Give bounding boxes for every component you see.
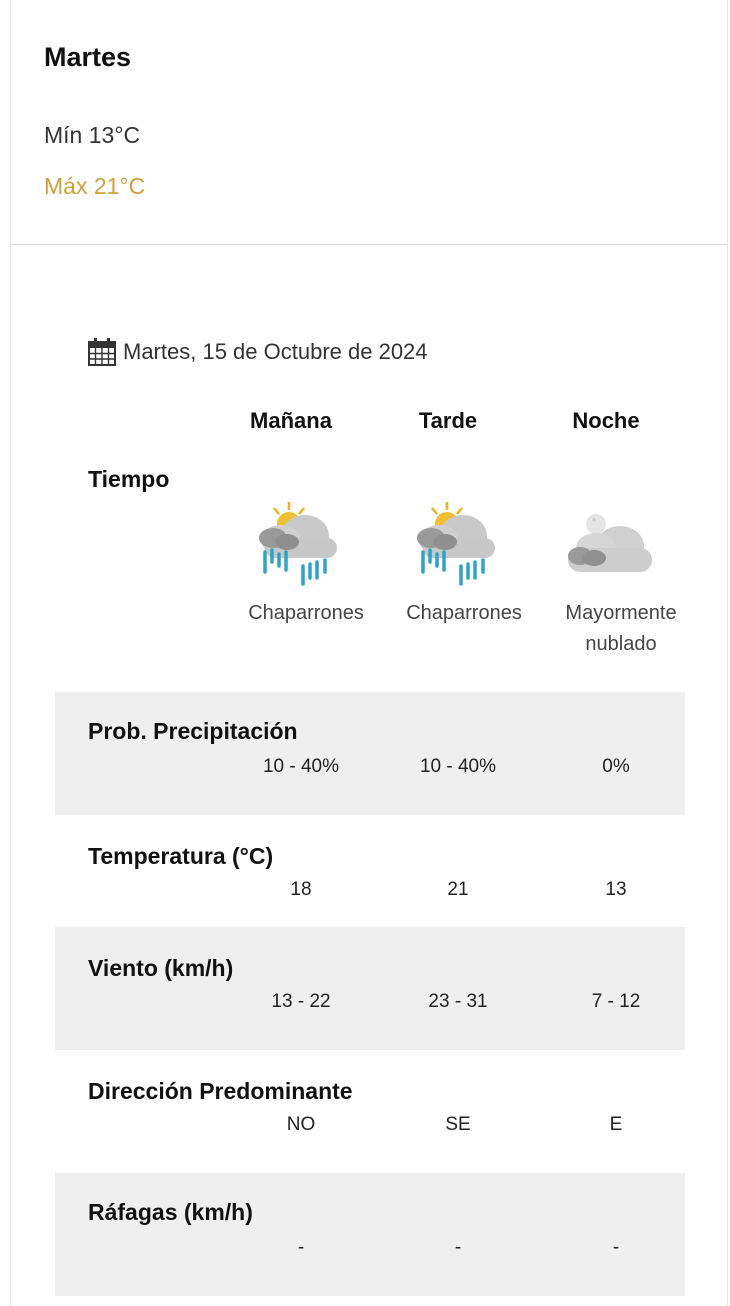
period-header-morning: Mañana (250, 408, 332, 433)
calendar-icon (87, 337, 117, 367)
wind-direction-night: E (609, 1114, 623, 1135)
temperature-night: 13 (605, 879, 627, 900)
temperature-row (55, 815, 685, 927)
precipitation-row (55, 692, 685, 815)
forecast-date-text: Martes, 15 de Octubre de 2024 (123, 339, 428, 364)
forecast-card (10, 0, 728, 1306)
temperature-morning: 18 (290, 879, 312, 900)
period-header-night: Noche (572, 408, 640, 433)
wind-direction-afternoon: SE (445, 1114, 471, 1135)
gusts-night: - (612, 1237, 620, 1258)
min-temperature: Mín 13°C (44, 122, 141, 148)
max-temperature: Máx 21°C (44, 173, 146, 199)
temperature-title: Temperatura (°C) (88, 843, 274, 869)
condition-afternoon (389, 598, 539, 629)
day-title: Martes (44, 42, 132, 72)
precipitation-morning: 10 - 40% (262, 756, 340, 777)
wind-afternoon: 23 - 31 (428, 991, 488, 1012)
svg-text:*: * (592, 517, 596, 526)
condition-morning-line1: Chaparrones (248, 602, 364, 624)
rain-showers-sun-icon (241, 498, 341, 588)
precipitation-afternoon: 10 - 40% (419, 756, 497, 777)
wind-direction-morning: NO (286, 1114, 316, 1135)
condition-night-line2: nublado (585, 633, 657, 655)
wind-night: 7 - 12 (591, 991, 641, 1012)
mostly-cloudy-night-icon (556, 498, 656, 588)
condition-afternoon-line1: Chaparrones (406, 602, 522, 624)
condition-night (546, 598, 696, 660)
condition-morning (231, 598, 381, 629)
temperature-afternoon: 21 (447, 879, 469, 900)
gusts-row (55, 1173, 685, 1296)
precipitation-night: 0% (602, 756, 630, 777)
period-header-afternoon: Tarde (418, 408, 478, 433)
condition-night-line1: Mayormente (565, 602, 677, 624)
rain-showers-sun-icon (399, 498, 499, 588)
gusts-afternoon: - (454, 1237, 462, 1258)
gusts-morning: - (297, 1237, 305, 1258)
wind-direction-row (55, 1050, 685, 1173)
wind-title: Viento (km/h) (88, 955, 234, 981)
forecast-date (87, 336, 428, 368)
gusts-title: Ráfagas (km/h) (88, 1199, 253, 1225)
wind-direction-title: Dirección Predominante (88, 1078, 353, 1104)
wind-morning: 13 - 22 (271, 991, 331, 1012)
day-summary[interactable] (11, 0, 727, 245)
weather-row-title: Tiempo (88, 466, 170, 492)
wind-row (55, 927, 685, 1050)
precipitation-title: Prob. Precipitación (88, 718, 298, 744)
